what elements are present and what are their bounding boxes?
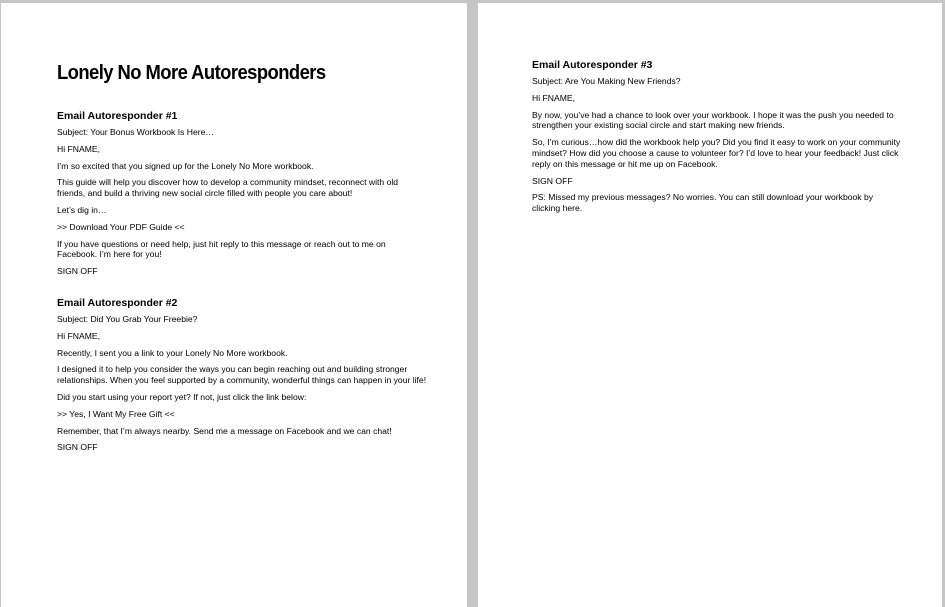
body-paragraph: Recently, I sent you a link to your Lonely No More workbook.: [57, 347, 288, 358]
body-paragraph: Did you start using your report yet? If not, just click the link below:: [57, 391, 307, 402]
postscript: PS: Missed my previous messages? No worries. You can still download your workbook by clicking here.: [532, 192, 874, 214]
email-section-3: [532, 59, 902, 214]
sign-off: SIGN OFF: [57, 442, 98, 453]
email-subject: Subject: Did You Grab Your Freebie?: [57, 313, 198, 324]
email-section-1: [57, 110, 427, 277]
email-greeting: Hi FNAME,: [532, 92, 575, 103]
document-title: Lonely No More Autoresponders: [57, 62, 326, 84]
page-1: [1, 3, 467, 607]
email-section-2: [57, 297, 427, 453]
body-paragraph: So, I’m curious…how did the workbook help you? Did you find it easy to work on your community mindset? How did you choose a cause to volunteer for? I’d love to hear your feedback! Just click reply on this message or hit me up on Facebook.: [532, 137, 901, 169]
gift-link-text: >> Yes, I Want My Free Gift <<: [57, 408, 175, 419]
body-paragraph: By now, you’ve had a chance to look over your workbook. I hope it was the push you needed to strengthen your existing social circle and start making new friends.: [532, 109, 894, 131]
body-paragraph: Remember, that I’m always nearby. Send me a message on Facebook and we can chat!: [57, 425, 392, 436]
body-paragraph: This guide will help you discover how to develop a community mindset, reconnect with old friends, and build a thriving new social circle filled with people you care about!: [57, 177, 399, 199]
email-greeting: Hi FNAME,: [57, 330, 100, 341]
sign-off: SIGN OFF: [57, 266, 98, 277]
page-2: [478, 3, 942, 607]
body-paragraph: I’m so excited that you signed up for the Lonely No More workbook.: [57, 160, 314, 171]
email-subject: Subject: Your Bonus Workbook Is Here…: [57, 127, 214, 137]
section-heading: Email Autoresponder #2: [57, 296, 178, 309]
body-paragraph: If you have questions or need help, just hit reply to this message or reach out to me on Facebook. I’m here for you!: [57, 238, 386, 260]
body-paragraph: Let’s dig in…: [57, 204, 107, 215]
email-greeting: Hi FNAME,: [57, 143, 100, 154]
email-subject: Subject: Are You Making New Friends?: [532, 76, 681, 86]
section-heading: Email Autoresponder #1: [57, 110, 178, 122]
body-paragraph: I designed it to help you consider the ways you can begin reaching out and building stronger relationships. When you feel supported by a community, wonderful things can happen in your life!: [57, 364, 427, 386]
download-link-text: >> Download Your PDF Guide <<: [57, 221, 185, 232]
section-heading: Email Autoresponder #3: [532, 59, 653, 71]
sign-off: SIGN OFF: [532, 175, 573, 186]
